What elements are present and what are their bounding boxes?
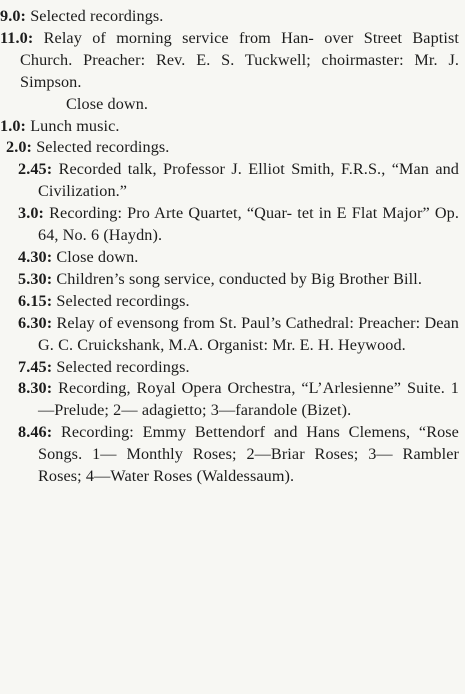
entry-time: 5.30: (18, 269, 53, 288)
programme-entry (0, 137, 459, 159)
entry-text: Selected recordings. (56, 357, 190, 376)
entry-time: 2.0: (6, 138, 33, 157)
entry-text: tet in E Flat Major” Op. 64, No. 6 (38, 204, 460, 245)
programme-entry (0, 378, 459, 422)
entry-time: 2.45: (18, 160, 53, 179)
programme-entry (0, 357, 459, 379)
entry-text: H. Heywood. (317, 335, 406, 354)
entry-text: J. Simpson. (20, 50, 459, 91)
programme-entry (0, 291, 459, 313)
entry-time: 6.30: (18, 313, 53, 332)
entry-text: by Big Brother Bill. (290, 269, 422, 288)
entry-text: Close down. (56, 247, 139, 266)
entry-text: Smith, F.R.S., “Man and Civilization.” (38, 160, 459, 201)
entry-text: Rambler Roses; 4—Water Roses (38, 445, 459, 486)
entry-time: 7.45: (18, 357, 53, 376)
entry-text: (Haydn). (103, 226, 163, 245)
programme-entry-extra (0, 94, 459, 116)
programme-entry (0, 28, 459, 94)
entry-text: Rev. E. S. Tuckwell; choirmaster: Mr. (155, 50, 438, 69)
entry-text: Recorded talk, Professor J. Elliot (58, 160, 285, 179)
entry-time: 4.30: (18, 247, 53, 266)
programme-entry (0, 422, 459, 488)
programme-entry (0, 203, 459, 247)
programme-entry (0, 313, 459, 357)
entry-text: Selected recordings. (36, 138, 170, 157)
entry-time: 8.46: (18, 423, 53, 442)
entry-time: 9.0: (0, 7, 27, 25)
programme-entry (0, 269, 459, 291)
entry-text: (Waldessaum). (196, 467, 295, 486)
entry-text: Recording: Pro Arte Quartet, “Quar- (49, 204, 293, 223)
entry-text: Monthly Roses; 2—Briar Roses; 3— (126, 445, 393, 464)
entry-text: Cathedral: Preacher: Dean G. C. (38, 313, 459, 354)
entry-time: 1.0: (0, 116, 27, 135)
entry-text: Relay of morning service from Han- (43, 28, 314, 47)
entry-text: Selected recordings. (56, 291, 190, 310)
entry-time: 6.15: (18, 291, 53, 310)
entry-text: Children’s song service, conducted (56, 269, 287, 288)
entry-text: adagietto; 3—farandole (Bizet). (141, 401, 352, 420)
entry-text: “L’Arlesienne” Suite. 1—Prelude; 2— (38, 379, 459, 420)
entry-time: 3.0: (18, 204, 45, 223)
entry-text: over Street Baptist Church. Preacher: (20, 28, 459, 69)
entry-text: Selected recordings. (30, 7, 164, 25)
entry-text: Recording, Royal Opera Orchestra, (58, 379, 296, 398)
entry-text: Recording: Emmy Bettendorf and (60, 423, 298, 442)
entry-time: 8.30: (18, 379, 53, 398)
entry-text: Close down. (66, 94, 149, 113)
programme-entry (0, 116, 459, 138)
programme-entry (0, 6, 459, 28)
programme-entry (0, 247, 459, 269)
programme-entry (0, 159, 459, 203)
entry-text: Cruickshank, M.A. Organist: Mr. E. (77, 335, 314, 354)
entry-text: Lunch music. (30, 116, 120, 135)
entry-text: Hans Clemens, “Rose Songs. 1— (38, 423, 459, 464)
entry-time: 11.0: (0, 28, 34, 47)
entry-text: Relay of evensong from St. Paul’s (56, 313, 282, 332)
